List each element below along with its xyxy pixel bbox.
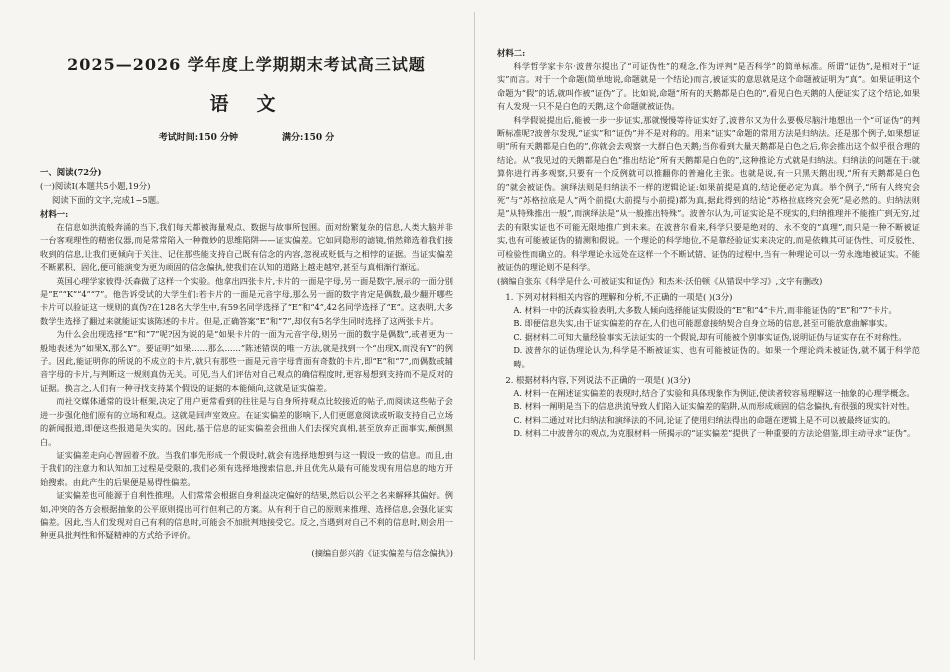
question-1-option-b: B. 即便信息失实,由于证实偏差的存在,人们也可能愿意接纳契合自身立场的信息,甚至可能放意曲解事实。	[513, 318, 893, 329]
material-one-paragraph: 证实偏差也可能源于自利性推理。人们常常会根据自身利益决定偏好的结果,然后以公平之名来解释其偏好。例如,冲突的各方会根据抽象的公平原则提出可行但利己的方案。从有利于自己的原则来推理、选择信息,会强化证实偏差。因此,当人们发现对自己有利的信息时,可能会不加批判地接受它。反之,当遇到对自己不利的信息时,则会用一种更具批判性和怀疑精神的方式给予评价。	[40, 490, 453, 541]
material-two-paragraph: 科学哲学家卡尔·波普尔提出了“可证伪性”的观念,作为评判“是否科学”的简单标准。所谓“证伪”,是相对于“证实”而言。对于一个命题(简单地说,命题就是一个结论)而言,被证实的意思就是这个命题被证明为“真”。如果证明这个命题为“假”的话,就叫作被“证伪”了。比如说,命题“所有的天鹅都是白色的”,看见白色天鹅的人便证实了这个结论,如果有人发现一只不是白色的天鹅,这个命题就被证伪。	[497, 61, 920, 112]
question-2-option-c: C. 材料二通过对比归纳法和演绎法的不同,论证了使用归纳法得出的命题在逻辑上是不可以被最终证实的。	[513, 414, 896, 425]
question-2-option-a: A. 材料一在阐述证实偏差的表现时,结合了实验和具体现象作为例证,使读者较容易理解这一抽象的心理学概念。	[513, 387, 915, 398]
exam-time: 考试时间:150 分钟	[158, 133, 238, 143]
material-one-source: (摘编自彭兴韵《证实偏差与信念偏执》)	[311, 547, 453, 558]
material-one-paragraph: 证实偏差走向心智固着不放。当我们事先形成一个假设时,就会有选择地想到与这一假设一致的信息。而且,由于我们的注意力和认知加工过程是受限的,我们必须有选择地搜索信息,并且优先从最有可能发现有用信息的地方开始搜索。由此产生的后果便是易得性偏差。	[40, 449, 453, 487]
exam-title: 2025—2026 学年度上学期期末考试高三试题	[67, 55, 426, 74]
question-2-stem: 2. 根据材料内容,下列说法不正确的一项是( )(3分)	[505, 374, 691, 385]
material-one-paragraph: 为什么会出现选择“E”和“7”呢?因为说的是“如果卡片的一面为元音字母,则另一面的数字是偶数”,或者更为一般地表述为“如果X,那么Y”。要证明“如果……那么……”陈述错误的唯一方法,就是找到一个“出现X,而没有Y”的例子。因此,能证明你的所说的不成立的卡片,就只有那些一面是元音字母背面有奇数的卡片,即“E”和“7”,而偶数或辅音字母的卡片,与判断这一规则真伪无关。可见,当人们评估对自己观点的确信程度时,更容易想到支持而不是反对的证据。换言之,人们有一种寻找支持某个假设的证据的本能倾向,这就是证实偏差。	[40, 329, 453, 393]
material-two-source: (摘编自张东《科学是什么·可被证实和证伪》和杰米·沃伯顿《从错误中学习》,文字有删改)	[497, 275, 823, 286]
question-1-option-d: D. 波普尔的证伪理论认为,科学是不断被证实、也有可能被证伪的。如果一个理论尚未被证伪,就不属于科学范畴。	[513, 345, 920, 369]
question-2-option-d: D. 材料二中波普尔的观点,为克服材料一所揭示的“证实偏差”提供了一种重要的方法论借鉴,即主动寻求“证伪”。	[513, 428, 916, 439]
question-1-option-a: A. 材料一中的沃森实验表明,大多数人倾向选择能证实假设的“E”和“4”卡片,而非能证伪的“E”和“7”卡片。	[513, 304, 897, 315]
material-two-label: 材料二:	[497, 48, 526, 58]
right-column	[475, 0, 950, 672]
section-heading: 一、阅读(72分)	[40, 167, 102, 177]
material-one-paragraph: 在信息如洪流般奔涌的当下,我们每天都被海量观点、数据与故事所包围。面对纷繁复杂的信息,人类大脑并非一台客观理性的精密仪器,而是常常陷入一种微妙的思维陷阱——证实偏差。它如同隐形的滤镜,悄然筛选着我们接收到的信息,让我们更倾向于关注、记住那些能支持自己既有信念的内容,忽视或贬低与之相悖的证据。当证实偏差不断累积、固化,便可能演变为更为顽固的信念偏执,使我们在认知的道路上越走越窄,甚至与真相渐行渐远。	[40, 222, 453, 273]
exam-info	[40, 130, 453, 143]
material-one-label: 材料一:	[40, 209, 69, 219]
material-one-paragraph: 英国心理学家彼得·沃森做了这样一个实验。他拿出四张卡片,卡片的一面是字母,另一面是数字,展示的一面分别是“E”“K”“4”“7”。他告诉受试的大学生们:若卡片的一面是元音字母,那么另一面的数字肯定是偶数,最少翻开哪些卡片可以验证这一规则的真伪?在128名大学生中,有59名同学选择了“E”和“4”,42名同学选择了“E”。这表明,大多数学生选择了翻过来就能证实该陈述的卡片。但是,正确答案“E”和“7”,却仅有5名学生同时选择了这两张卡片。	[40, 275, 453, 326]
material-two-paragraph: 科学假说提出后,能被一步一步证实,那就慢慢等待证实好了,波普尔又为什么要极尽脑汁地想出一个“可证伪”的判断标准呢?波普尔发现,“证实”和“证伪”并不是对称的。用来“证实”命题的常用方法是归纳法。还是那个例子,如果想证明“所有天鹅都是白色的”,你就会去观察一大群白色天鹅;当你看到大量天鹅都是白色之后,你会推出这个似乎很合理的结论。从“我见过的天鹅都是白色”推出结论“所有天鹅都是白色的”,这种推论方式就是归纳法。归纳法的问题在于:就算你进行再多观察,只要有一个反例就可以推翻你的普遍化主张。也就是说,有一只黑天鹅出现,“所有天鹅都是白色的”就会被证伪。演绎法则是归纳法不一样的逻辑论证:如果前提是真的,结论便必定为真。举个例子,“所有人终究会死”与“苏格拉底是人”两个前提(大前提与小前提)都为真,据此得到的结论“苏格拉底终究会死”是必然的。归纳法则是“从特殊推出一般”,而演绎法是“从一般推出特殊”。波普尔认为,可证实论是不现实的,归纳推理并不能推广到无穷,过去的有限实证也不可能无限地推广到未来。在波普尔看来,科学只要是绝对的、永不变的“真理”,而只是一种不断被证实,也有可能被证伪的猜测和假说。一个理论的科学地位,不是靠经验证实来决定的,而是依赖其可证伪性、可反驳性、可检验性而确立的。科学理论永远处在这样一个不断试错、证伪的过程中,当有一种理论可以一劳永逸地被证实。不能被证伪的理论则不是科学。	[497, 114, 920, 273]
material-one-paragraph: 而社交媒体通常的设计框架,决定了用户更常看到的往往是与自身所持观点比较接近的帖子,而阅读这些帖子会进一步强化他们原有的立场和观点。这就是回声室效应。在证实偏差的影响下,人们更愿意阅读或听取支持自己立场的新闻报道,即便这些报道是失实的。因此,基于信息的证实偏差会扭曲人们去探究真相,甚至放弃正面事实,颠倒黑白。	[40, 396, 453, 447]
subsection-heading: (一)阅读Ⅰ(本题共5小题,19分)	[40, 181, 151, 191]
question-2-option-b: B. 材料一阐明是当下的信息洪流导致人们陷入证实偏差的陷阱,从而形成顽固的信念偏执,有很强的现实针对性。	[513, 401, 915, 412]
exam-score: 满分:150 分	[282, 133, 335, 143]
instruction: 阅读下面的文字,完成1~5题。	[52, 195, 165, 205]
question-1-option-c: C. 据材料二可知大量经验事实无法证实的一个假说,却有可能被个别事实证伪,说明证伪与证实存在不对称性。	[513, 331, 907, 342]
subject-title: 语文	[209, 93, 304, 115]
question-1-stem: 1. 下列对材料相关内容的理解和分析,不正确的一项是( )(3分)	[505, 291, 733, 302]
